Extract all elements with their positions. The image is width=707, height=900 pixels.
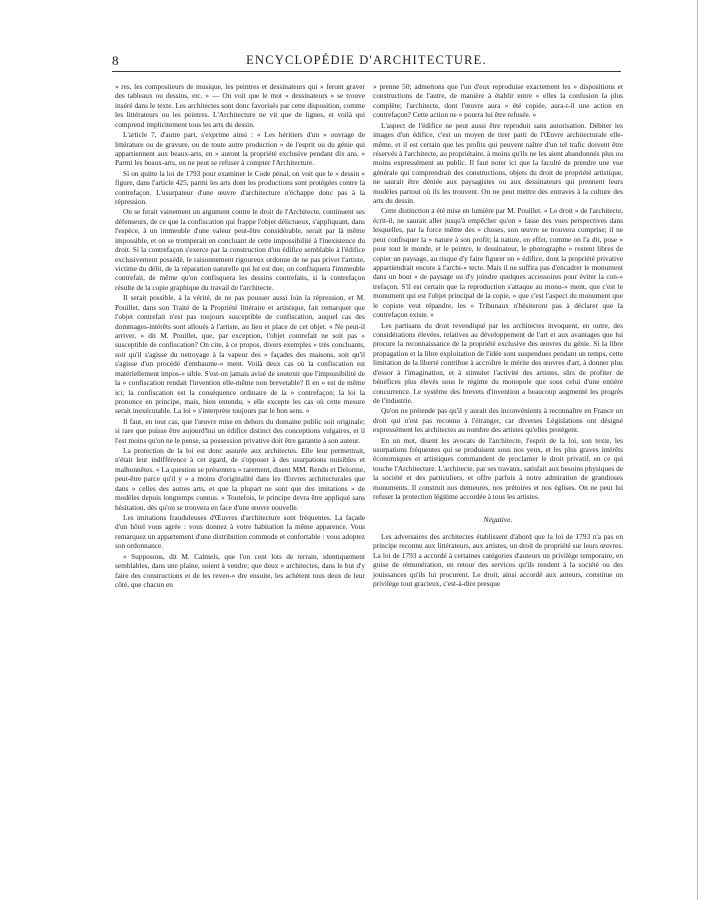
paragraph: » prenne 50; admettons que l'un d'eux reproduise exactement les » dispositions et constructions de l'autre, de manière à établir entre » elles la confusion la plus complète; l'architecte, dont l'œuvre aura » été copiée, aura-t-il une action en contrefaçon? Cette action ne » pourra lui être refusée. »: [373, 82, 623, 120]
paragraph: En un mot, disent les avocats de l'architecte, l'esprit de la loi, son texte, les usurpations fréquentes qui se produisent sous nos yeux, et les plus graves intérêts économiques et artistiques commandent de proclamer le droit privatif, en ce qui touche l'Architecture. L'architecte, par ses travaux, satisfait aux besoins physiques de la société et des particuliers, et offre parfois à notre admiration de grandioses monuments. Il construit nos demeures, nos prétoires et nos églises. On ne peut lui refuser la protection légitime accordée à tous les artistes.: [373, 435, 624, 502]
section-heading: Négative.: [483, 514, 513, 524]
paragraph: Il faut, en tout cas, que l'œuvre mise en dehors du domaine public soit originale; si rare que puisse être aujourd'hui un édifice distinct des conceptions vulgaires, et il l'est moins qu'on ne le pense, sa possession privative doit être garantie à son auteur.: [115, 416, 365, 445]
paragraph: La protection de la loi est donc assurée aux architectes. Elle leur permettrait, n'était leur indifférence à cet égard, de s'opposer à des usurpations nuisibles et malhonnêtes. « La question se présentera » rarement, disent MM. Rendu et Delorme, peut-être parce qu'il y » a moins d'originalité dans les Œuvres architecturales que dans » celles des autres arts, et que la plupart ne sont que des imitations » de modèles depuis longtemps connus. » Toutefois, le principe devra être appliqué sans hésitation, dès qu'on se trouvera en face d'une œuvre nouvelle.: [115, 446, 365, 512]
paragraph: » res, les compositeurs de musique, les peintres et dessinateurs qui » feront graver des tableaux ou dessins, etc. » — On voit que le mot « dessinateurs » se trouve inséré dans le texte. Les architectes sont donc favorisés par cette disposition, comme les littérateurs ou les peintres. L'Architecture ne vit que de lignes, et voilà qui comprend implicitement tous les arts du dessin.: [115, 82, 365, 129]
paragraph: « Supposons, dit M. Calmels, que l'on cent lots de terrain, identiquement semblables, dans une plaine, soient à vendre; que deux » architectes, dans le but d'y faire des constructions et de les reven-» dre ensuite, les achètent tous deux de leur côté, que chacun en: [115, 551, 365, 589]
page-number: 8: [112, 53, 119, 68]
paragraph: Les imitations frauduleuses d'Œuvres d'architecture sont fréquentes. La façade d'un hôtel vous agrée : vous donnez à votre habitation la même apparence. Vous remarquez un appartement d'une distribution commode et confortable : vous adoptez son ordonnance.: [115, 512, 365, 551]
running-title: ENCYCLOPÉDIE D'ARCHITECTURE.: [246, 53, 487, 67]
right-column: [373, 82, 623, 589]
paragraph: Les partisans du droit revendiqué par les architectes invoquent, en outre, des considérations élevées, relatives au développement de l'art et aux avantages que lui procure la reconnaissance de la propriété exclusive des œuvres du génie. Si la libre propagation et la libre exploitation de l'idée sont suspendues pendant un temps, cette limitation de la liberté contribue à accroître le mérite des œuvres d'art, à donner plus d'essor à l'imagination, et à stimuler l'activité des artistes, sûrs de profiter de bénéfices plus élevés sous le régime du monopole que sous celui d'une entière concurrence. Le système des brevets d'invention a beaucoup augmenté les progrès de l'industrie.: [373, 320, 623, 405]
left-column: [115, 82, 365, 589]
paragraph: Si on quitte la loi de 1793 pour examiner le Code pénal, on voit que le « dessin » figure, dans l'article 425, parmi les arts dont les productions sont protégées contre la contrefaçon. L'usurpateur d'une œuvre d'architecture n'échappe donc pas à la répression.: [115, 168, 365, 207]
paragraph: Les adversaires des architectes établissent d'abord que la loi de 1793 n'a pas en principe reconnu aux littérateurs, aux artistes, un droit de propriété sur leurs œuvres. La loi de 1793 a accordé à certaines catégories d'auteurs un privilège temporaire, en guise de rémunération, en retour des services qu'ils rendent à la société ou des jouissances qu'ils lui procurent. Le droit, ainsi accordé aux auteurs, constitue un privilège tout gracieux, c'est-à-dire presque: [373, 531, 623, 589]
paragraph: On se ferait vainement un argument contre le droit de l'Architecte, continuent ses défenseurs, de ce que la confiscation qui frappe l'objet délictueux, s'appliquant, dans l'espèce, à un immeuble d'une valeur peut-être considérable, serait par là même impossible, et on se tromperait en concluant de cette impossibilité à l'inexistence du droit. Si la contrefaçon s'exerce par la construction d'un édifice semblable à l'édifice exclusivement possédé, le raisonnement rigoureux ordonne de ne pas priver l'artiste, victime du délit, de la réparation naturelle qui lui est due; on confisquera l'immeuble contrefait, de même qu'on confisquera les dessins contrefaits, si la contrefaçon résulte de la copie graphique du travail de l'architecte.: [115, 207, 365, 292]
page-edge-rule: [697, 0, 698, 900]
paragraph: Il serait possible, à la vérité, de ne pas pousser aussi loin la répression, et M. Pouillet, dans son Traité de la Propriété littéraire et artistique, fait remarquer que l'objet contrefait n'est pas toujours susceptible de confiscation, auquel cas des dommages-intérêts sont alloués à l'artiste, au lieu et place de cet objet. « Ne peut-il arriver, » dit M. Pouillet, que, par exception, l'objet contrefait ne soit pas » susceptible de confiscation? On cite, à ce propos, divers exemples » très concluants, soit qu'il s'agisse du nettoyage à la vapeur des » façades des maisons, soit qu'il s'agisse d'un procédé d'embaume-» ment. Voilà deux cas où la confiscation est matériellement impos-» sible. S'est-on jamais avisé de soutenir que l'impossibilité de la » confiscation rendait l'invention elle-même non brevetable? Il en » est de même ici; la confiscation est la conséquence ordinaire de la » contrefaçon; la loi la prononce en principe, mais, bien entendu, » elle excepte les cas où cette mesure serait inexécutable. La loi » s'interprète toujours par le bon sens. »: [115, 293, 365, 416]
paragraph: Cette distinction a été mise en lumière par M. Pouillet. « Le droit » de l'architecte, écrit-il, ne saurait aller jusqu'à empêcher qu'on » fasse des vues perspectives dans lesquelles, par la force même des » choses, son œuvre se trouvera comprise; il ne peut confisquer la » nature à son profit; la nature, en effet, comme on l'a dit, pose » pour tout le monde, et le peintre, le dessinateur, le photographe » restent libres de copier un paysage, au risque d'y faire figurer un » édifice, dont la propriété privative appartiendrait encore à l'archi-» tecte. Mais il ne suffira pas d'encadrer le monument dans un bout » de paysage ou d'y joindre quelques accessoires pour éviter la con-» trefaçon. S'il est certain que la reproduction s'attaque au monu-» ment, que c'est le monument qui est l'objet principal de la copie, » que c'est l'aspect du monument que le copiste veut répandre, les » Tribunaux n'hésiteront pas à déclarer que la contrefaçon existe. »: [373, 206, 623, 320]
running-head: [112, 53, 621, 73]
paragraph: Qu'on ne prétende pas qu'il y aurait des inconvénients à reconnaître en France un droit qui n'est pas reconnu à l'étranger, car diverses Législations ont désigné expressément les architectes au nombre des artistes qu'elles protègent.: [373, 406, 623, 435]
paragraph: L'aspect de l'édifice ne peut aussi être reproduit sans autorisation. Débiter les images d'un édifice, c'est un moyen de tirer parti de l'Œuvre architecturale elle-même, et il est certain que les profits qui peuvent naître d'un tel trafic doivent être réservés à l'architecte, au propriétaire, à moins qu'ils ne les aient abandonnés plus ou moins expressément au public. Il faut noter ici que la faculté de prendre une vue générale qui comprendrait des constructions, objets du droit de propriété artistique, ne saurait être déniée aux paysagistes ou aux dessinateurs qui prennent leurs modèles partout où ils les trouvent. On ne peut mettre des entraves à la culture des arts du dessin.: [373, 120, 623, 206]
header-rule: [112, 71, 621, 72]
paragraph: L'article 7, d'autre part, s'exprime ainsi : « Les héritiers d'un » ouvrage de littérature ou de gravure, ou de toute autre production » de l'esprit ou du génie qui appartiennent aux beaux-arts, en » auront la propriété exclusive pendant dix ans. » Parmi les beaux-arts, on ne peut se refuser à compter l'Architecture.: [115, 130, 365, 168]
